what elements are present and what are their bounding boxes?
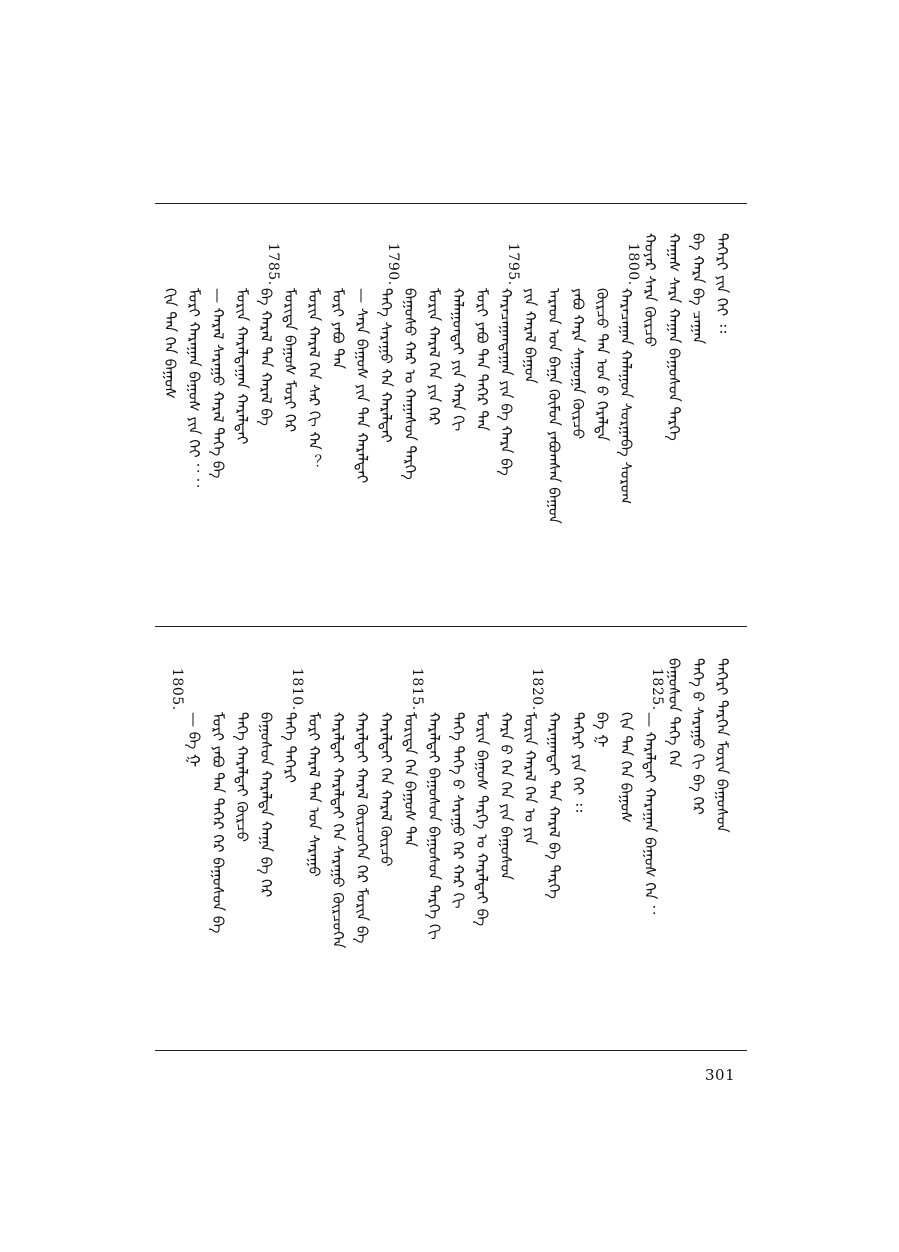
text-line: ᠬᠠᠷᠠᠯᠲᠠᠢ ᠬᠡᠨ ᠬᠠᠷᠠᠯ ᠬᠦᠷᠴᠦ — [377, 712, 395, 867]
line-number: 1785. — [265, 243, 281, 286]
text-line: ᠲᠡᠭᠡ ᠬᠠᠷᠠᠯᠲᠠᠢ ᠬᠦᠷᠴᠦ — [233, 712, 251, 843]
text-line: ᠬᠠᠷᠠᠯᠲᠠᠢ ᠬᠠᠷᠠᠯ ᠬᠦᠷᠴᠦᠭᠡᠨ ᠬᠡᠷ ᠮᠣᠷᠢᠨ ᠪᠠ — [353, 712, 371, 944]
text-line: ᠲᠡᠭᠡ ᠲᠡᠭᠡᠷᠢ — [281, 712, 299, 783]
text-line: ᠠᠷᠠᠳ ᠤᠨ ᠪᠠᠭᠠ ᠬᠦᠮᠦᠨ ᠶᠠᠪᠤᠭᠰᠠᠨ ᠪᠠᠭᠤᠨ — [545, 288, 563, 524]
text-line: ᠮᠣᠷᠢᠲᠠ ᠪᠠᠭᠤᠰ ᠮᠣᠷᠢ ᠬᠡᠷ — [281, 288, 299, 433]
text-line: ᠮᠣᠷᠢᠨ ᠪᠠᠭᠤᠰ ᠲᠡᠷᠭᠡ ᠤ ᠬᠠᠷᠠᠯᠲᠠᠢ ᠪᠠ — [473, 712, 491, 927]
text-line: ᠮᠣᠷᠢ ᠬᠠᠷᠠᠭᠠᠨ ᠪᠠᠭᠤᠰ ᠶᠢᠨ ᠬᠡᠢ ：： — [185, 288, 203, 493]
text-line: ᠬᠣᠶᠠᠷ ᠰᠠᠷᠠ ᠬᠦᠷᠴᠦ — [641, 233, 659, 348]
line-number: 1790. — [385, 243, 401, 286]
text-line: ᠲᠡᠭᠡᠷᠢ ᠶᠢᠨ ᠬᠡᠢ ᠄᠄ — [569, 712, 587, 813]
text-line: ᠬᠠᠷᠠᠯᠲᠠᠢ ᠪᠠᠭᠤᠰᠤᠨ ᠪᠠᠭᠤᠰᠤᠨ ᠲᠡᠷᠭᠡ ᠬᠢ — [425, 712, 443, 940]
page-number: 301 — [705, 1066, 736, 1084]
text-line: ᠬᠠᠷᠠᠴᠠᠭᠠᠨᠲᠠᠭᠠᠨ ᠶᠢᠨ ᠪᠠ ᠬᠠᠷᠠ ᠪᠠ — [497, 288, 515, 476]
text-line: ᠪᠠ ᠬᠠᠷᠠ ᠪᠠ ᠴᠠᠭᠠᠨ — [689, 233, 707, 345]
line-number: 1795. — [505, 243, 521, 286]
text-line: ᠬᠠᠷᠠᠭᠠᠨᠲᠠᠢ ᠲᠡᠨ ᠬᠠᠷᠠᠯ ᠪᠠ ᠲᠡᠷᠭᠡ — [545, 712, 563, 899]
text-line: ᠲᠡᠭᠡ ᠰᠠᠷᠠᠭᠤ ᠬᠠ ᠬᠠᠷᠠᠯᠲᠠᠢ — [377, 288, 395, 443]
text-line: ᠲᠡᠭᠡᠷᠢ ᠶᠢᠨ ᠬᠡᠢ ᠄᠄ — [713, 233, 731, 334]
text-line: ᠮᠣᠷᠢ ᠬᠠᠷᠠᠯ ᠲᠡᠨ ᠤᠨ ᠰᠠᠷᠠᠭᠤ — [305, 712, 323, 877]
text-line: — ᠰᠠᠷᠠ ᠪᠠᠭᠤᠰ ᠶᠢᠨ ᠲᠡᠨ ᠬᠠᠷᠠᠯᠲᠠᠢ — [353, 288, 371, 484]
text-line: ᠮᠣᠷᠢ ᠶᠠᠪᠤ ᠲᠡᠨ ᠲᠡᠭᠡᠷ ᠲᠡᠨ — [473, 288, 491, 432]
text-line: ᠲᠡᠭᠡᠷᠢ ᠲᠡᠷᠭᠡᠨ ᠮᠣᠷᠢᠨ ᠪᠠᠭᠤᠰᠤᠨ — [713, 658, 731, 833]
text-line: ᠪᠠ ᠭ — [593, 712, 611, 748]
bottom-rule — [155, 1050, 747, 1051]
text-line: ᠬᠠᠭᠠᠰ ᠰᠠᠷᠠ ᠬᠠᠭᠠᠨ ᠪᠠᠭᠤᠰᠤᠨ ᠲᠡᠷᠭᠡ — [665, 233, 683, 441]
text-line: ᠪᠠᠭᠤᠰᠤᠨ ᠬᠠᠷᠠᠯᠲᠠ ᠬᠠᠭᠠ ᠪᠠ ᠬᠡᠷ — [257, 712, 275, 898]
text-line: ᠬᠠᠷᠠ ᠪ ᠬᠡᠨ ᠬᠡᠨ ᠶᠢᠨ ᠪᠠᠭᠤᠰᠤᠨ — [497, 712, 515, 881]
text-line: — ᠬᠠᠷᠠᠯ ᠰᠠᠷᠠᠭᠤ ᠬᠠᠷᠠᠯ ᠲᠡᠭᠡ ᠪᠠ — [209, 288, 227, 479]
text-line: ᠮᠣᠷᠢᠨ ᠬᠠᠷᠠᠯ ᠬᠡᠨ ᠶᠢᠨ ᠬᠡᠷ — [425, 288, 443, 426]
text-line: ᠮᠣᠷᠢᠨ ᠬᠠᠷᠠᠯ ᠬᠡᠨ ᠤ ᠶᠢᠨ — [521, 712, 539, 846]
text-line: ᠪᠠᠭᠤᠰᠤᠨ ᠲᠡᠭᠡ ᠬᠡᠨ — [665, 658, 683, 768]
text-line: — ᠪᠠ ᠭ — [185, 712, 203, 768]
text-line: ᠪᠠ ᠬᠠᠷᠠᠯ ᠲᠡᠨ ᠬᠠᠷᠠᠯ ᠪᠠ — [257, 288, 275, 426]
text-line: — ᠬᠠᠷᠠᠯᠲᠠᠢ ᠬᠠᠷᠠᠭᠠᠨ ᠪᠠᠭᠤᠰ ᠬᠡᠨ ： — [641, 712, 659, 920]
text-line: ᠲᠡᠭᠡ ᠲᠡᠭᠡ ᠪ ᠰᠠᠷᠠᠭᠤ ᠬᠡᠷ ᠬᠠᠷ ᠬᠢ — [449, 712, 467, 909]
text-line: ᠬᠢᠨ ᠲᠡᠨ ᠬᠡᠨ ᠪᠠᠭᠤᠰ — [617, 712, 635, 824]
text-line: ᠬᠢᠨ ᠲᠡᠨ ᠬᠡᠨ ᠪᠠᠭᠤᠰ — [161, 288, 179, 400]
text-line: ᠬᠠᠷᠠᠯᠲᠠᠢ ᠬᠠᠷᠠᠯᠲᠠᠢ ᠬᠡᠨ ᠰᠠᠷᠠᠭᠤ ᠬᠦᠷᠴᠦᠭᠡᠨ — [329, 712, 347, 949]
text-line: ᠶᠢᠨ ᠬᠠᠷᠠᠯ ᠪᠠᠭᠤᠨ — [521, 288, 539, 384]
text-line: ᠪᠠᠭᠤᠰᠤ ᠬᠠᠷ ᠤ ᠬᠠᠭᠠᠰᠤᠨ ᠲᠡᠷᠭᠡ — [401, 288, 419, 480]
line-number: 1825. — [649, 668, 665, 711]
text-line: ᠮᠣᠷᠢᠨ ᠬᠠᠷᠠᠯᠲᠠᠭᠠᠨ ᠬᠠᠷᠠᠯᠲᠠᠢ — [233, 288, 251, 445]
line-number: 1805. — [169, 668, 185, 711]
line-number: 1815. — [409, 668, 425, 711]
text-line: ᠲᠡᠭᠡ ᠪ ᠰᠠᠷᠠᠭᠤ ᠬᠢ ᠪᠠ ᠬᠡᠷ — [689, 658, 707, 815]
text-line: ᠶᠠᠪᠤ ᠬᠠᠷᠠ ᠰᠠᠭᠤᠭᠠ ᠬᠦᠷᠴᠦ — [569, 288, 587, 440]
text-line: ᠮᠣᠷᠢ ᠶᠠᠪᠤ ᠲᠡᠨ ᠲᠡᠭᠡᠷ ᠬᠡᠷ ᠪᠠᠭᠤᠰᠤᠨ ᠪᠠ — [209, 712, 227, 934]
text-line: ᠮᠣᠷᠢᠲᠠ ᠬᠡᠨ ᠪᠠᠭᠤᠰ ᠲᠡᠨ — [401, 712, 419, 847]
top-rule — [155, 203, 747, 204]
line-number: 1810. — [289, 668, 305, 711]
middle-rule — [155, 626, 747, 627]
text-line: ᠮᠣᠷᠢᠨ ᠬᠠᠷᠠᠯ ᠬᠡᠨ ᠰᠠᠷ ᠬᠢ ᠬᠠ ？ — [305, 288, 323, 470]
text-line: ᠬᠦᠷᠴᠦ ᠲᠡᠨ ᠣᠨ ᠪ ᠭᠡᠷᠡᠯᠲᠡ — [593, 288, 611, 442]
line-number: 1800. — [625, 243, 641, 286]
text-line: ᠬᠠᠯᠠᠭᠤᠨᠲᠠᠢ ᠶᠢᠨ ᠬᠠᠷᠠ ᠬᠢ — [449, 288, 467, 432]
line-number: 1820. — [529, 668, 545, 711]
text-line: ᠬᠠᠷᠠᠴᠠᠭᠠᠨ ᠬᠠᠯᠠᠭᠤᠨ ᠰᠤᠷᠭᠠᠪᠠ ᠰᠤᠷᠤᠭ — [617, 288, 635, 505]
text-line: ᠮᠣᠷᠢ ᠶᠠᠪᠤ ᠲᠡᠨ — [329, 288, 347, 369]
